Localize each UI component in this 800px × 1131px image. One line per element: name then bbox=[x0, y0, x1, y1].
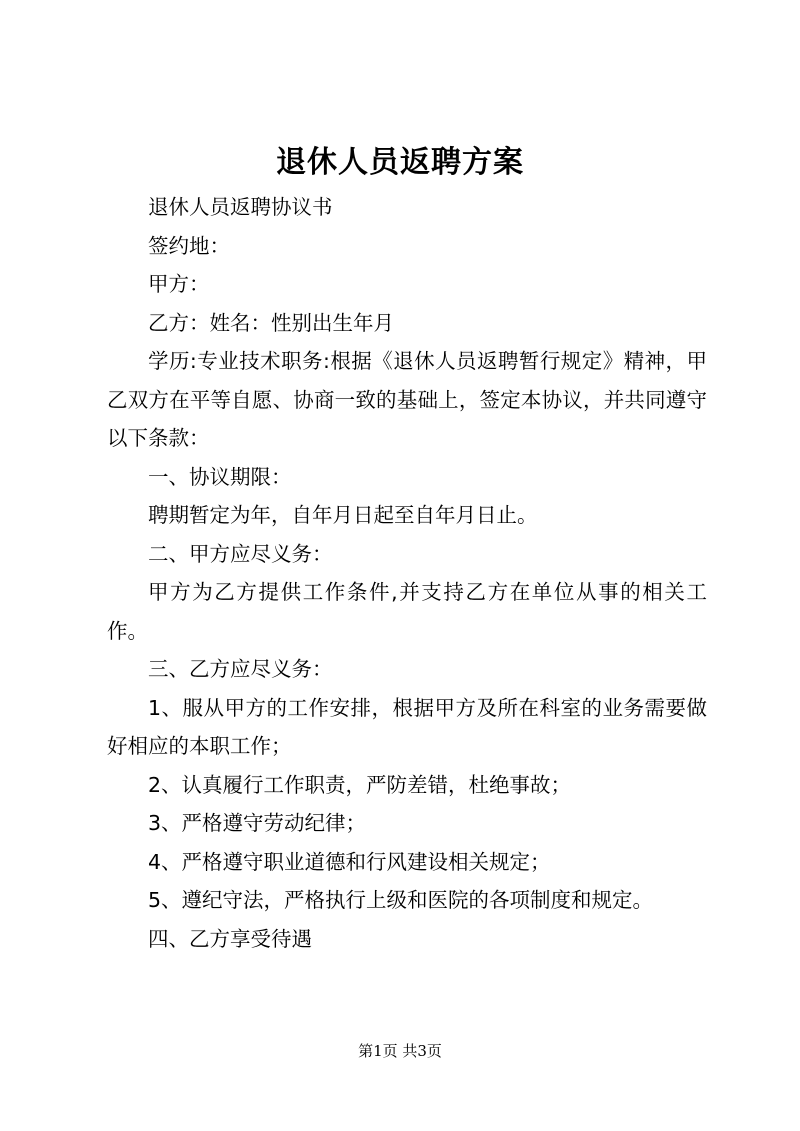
section-heading-party-b-benefits: 四、乙方享受待遇 bbox=[148, 926, 312, 951]
list-item-duty-5: 5、遵纪守法，严格执行上级和医院的各项制度和规定。 bbox=[148, 888, 654, 912]
section-heading-party-a-duties: 二、甲方应尽义务： bbox=[148, 541, 333, 566]
list-item-duty-4: 4、严格遵守职业道德和行风建设相关规定； bbox=[148, 849, 551, 874]
page-footer: 第1页 共3页 bbox=[358, 1042, 442, 1060]
list-item-duty-3: 3、严格遵守劳动纪律； bbox=[148, 811, 367, 835]
paragraph-party-a-duties: 甲方为乙方提供工作条件,并支持乙方在单位从事的相关工作。 bbox=[107, 580, 707, 643]
section-heading-party-b-duties: 三、乙方应尽义务： bbox=[148, 657, 333, 681]
document-body bbox=[107, 188, 707, 958]
paragraph-signing-place: 签约地： bbox=[148, 233, 230, 258]
paragraph-party-a: 甲方： bbox=[148, 272, 210, 296]
paragraph-term: 聘期暂定为年，自年月日起至自年月日止。 bbox=[148, 503, 538, 527]
paragraph-agreement-heading: 退休人员返聘协议书 bbox=[148, 195, 333, 219]
document-title: 退休人员返聘方案 bbox=[276, 145, 524, 180]
paragraph-party-b: 乙方：姓名：性别出生年月 bbox=[148, 310, 394, 335]
list-item-duty-2: 2、认真履行工作职责，严防差错，杜绝事故； bbox=[148, 772, 572, 797]
list-item-duty-1: 1、服从甲方的工作安排，根据甲方及所在科室的业务需要做好相应的本职工作； bbox=[107, 695, 707, 758]
section-heading-term: 一、协议期限： bbox=[148, 464, 292, 489]
paragraph-preamble: 学历:专业技术职务:根据《退休人员返聘暂行规定》精神，甲乙双方在平等自愿、协商一致的基础上，签定本协议，并共同遵守以下条款： bbox=[107, 349, 707, 450]
